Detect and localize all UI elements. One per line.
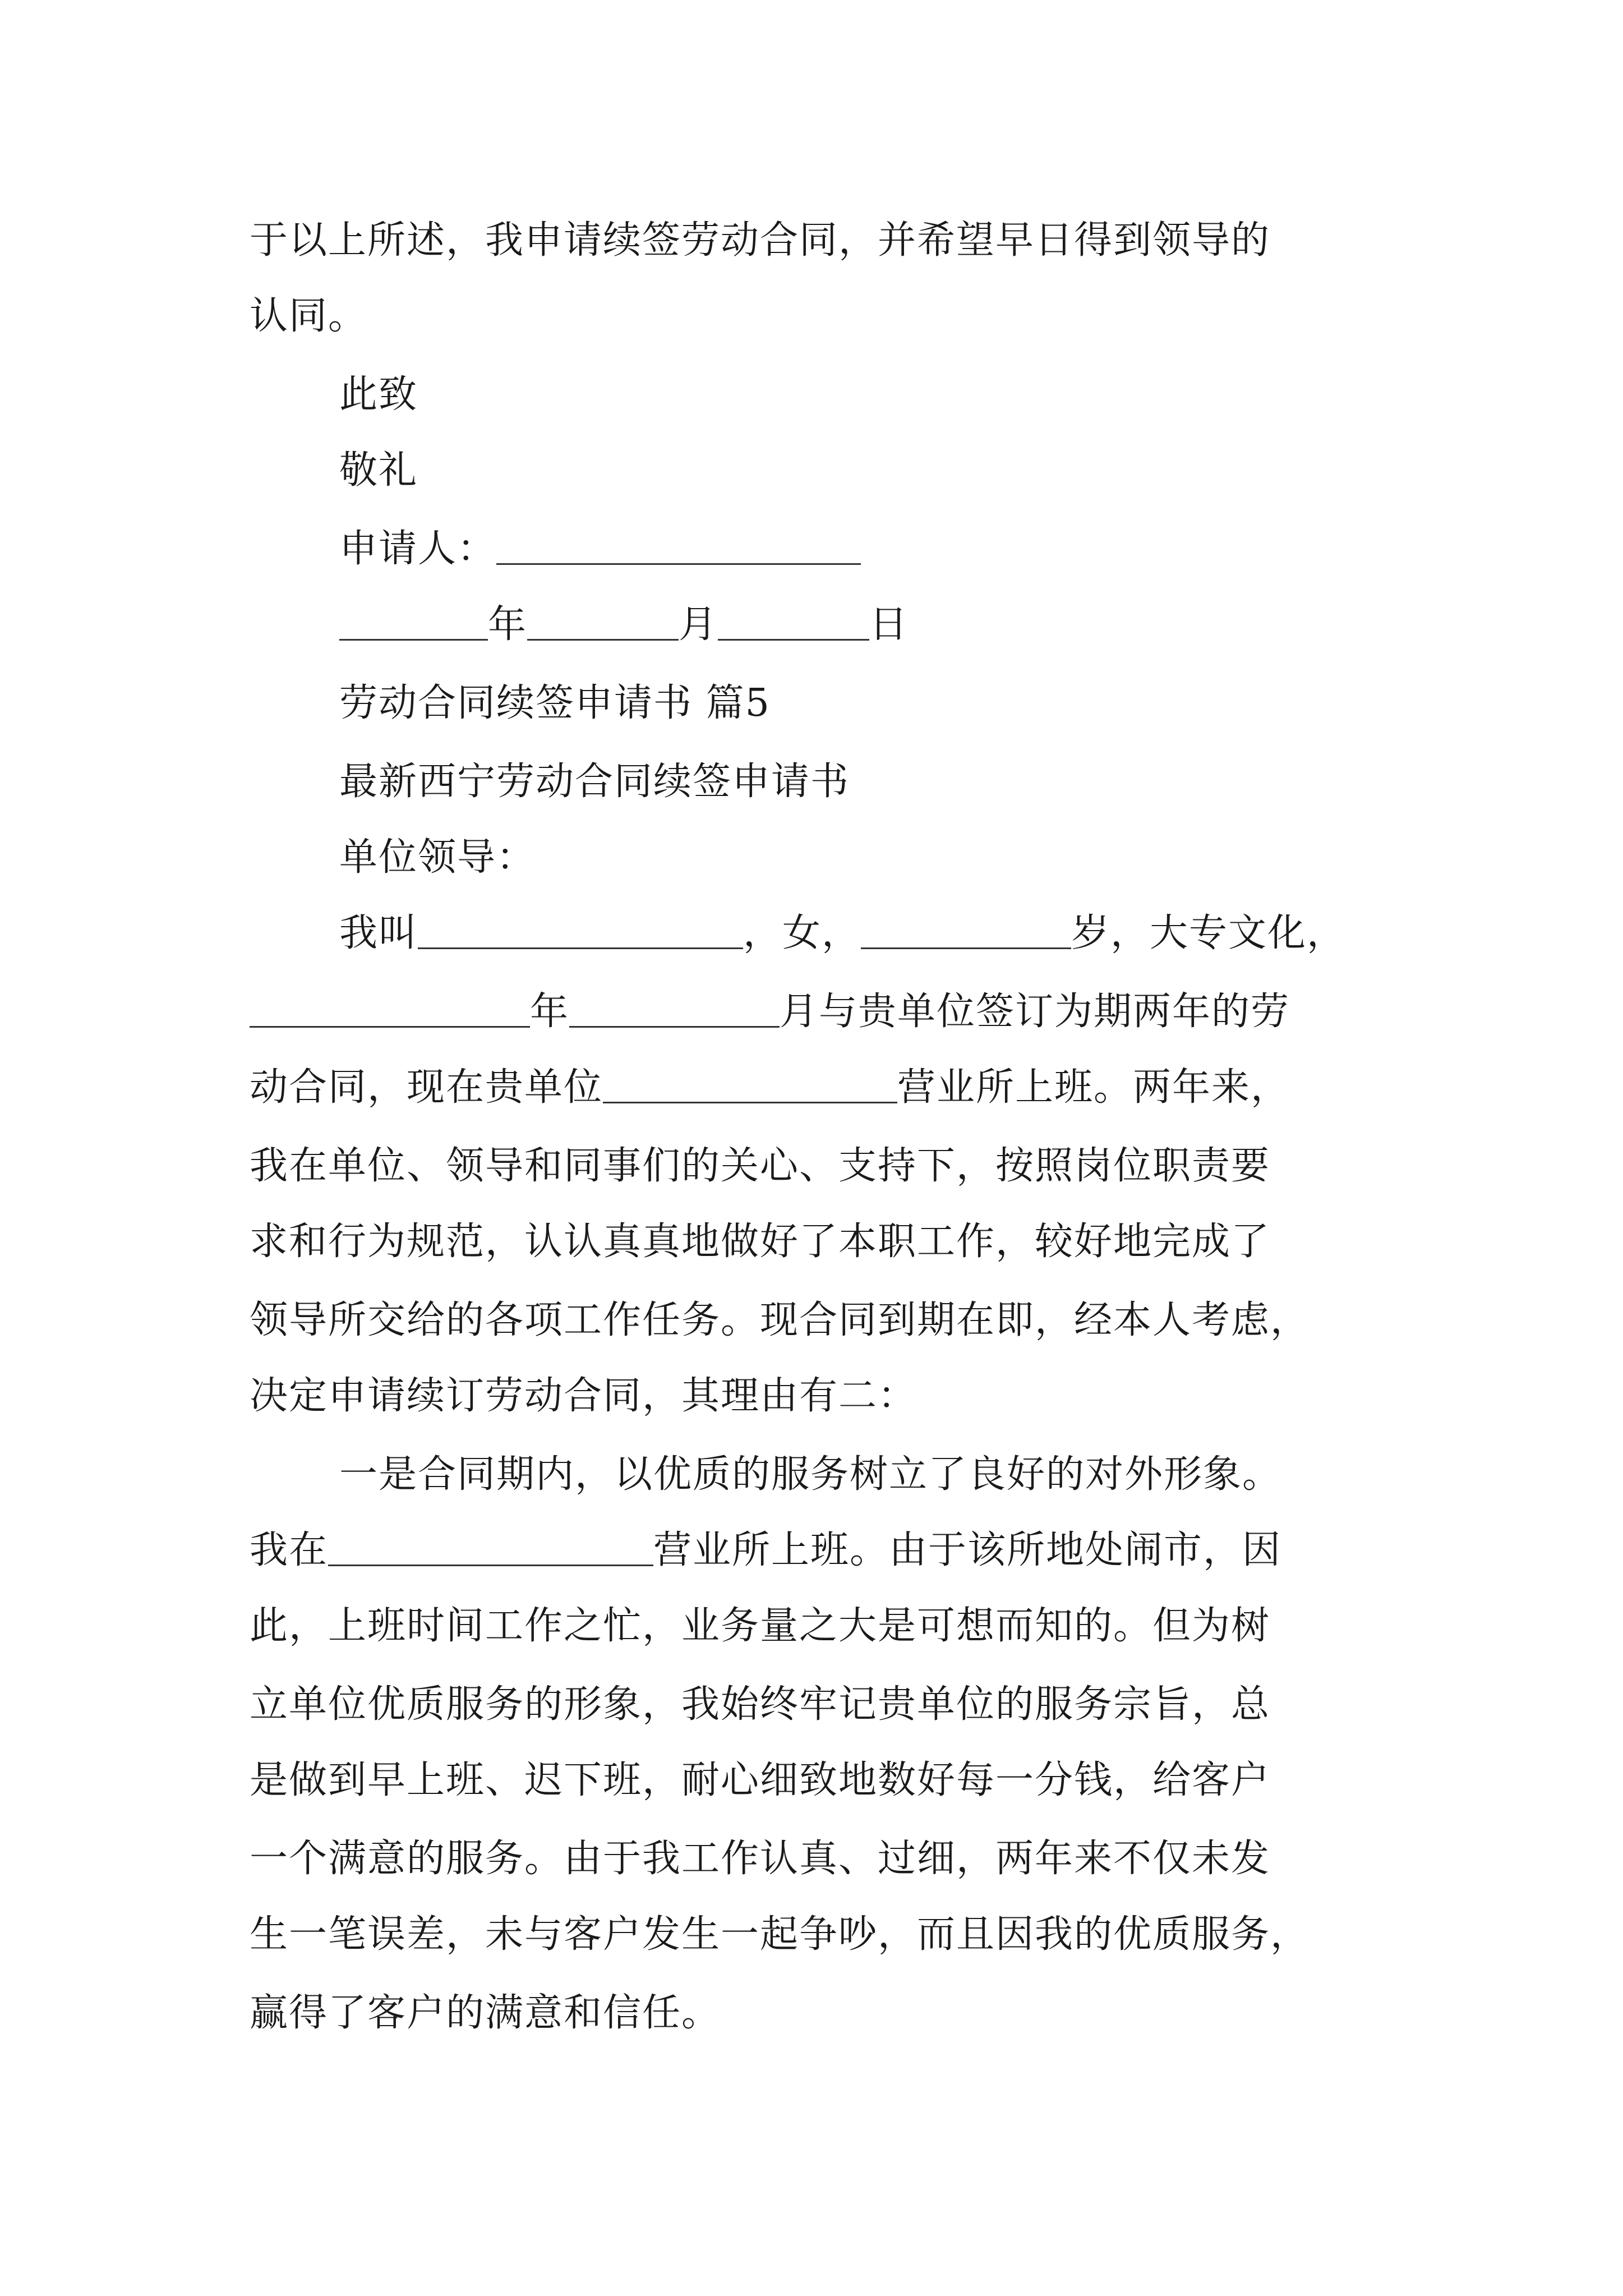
- text: ，女，: [743, 911, 861, 955]
- p1-line-2: [250, 990, 1290, 1034]
- text: 求和行为规范，认认真真地做好了本职工作，较好地完成了: [250, 1220, 1271, 1264]
- text: 领导所交给的各项工作任务。现合同到期在即，经本人考虑，: [250, 1298, 1310, 1342]
- text: 单位领导：: [339, 835, 536, 880]
- section-title: [339, 760, 850, 804]
- applicant-blank: [496, 531, 861, 565]
- p1-line-3: [250, 1065, 1290, 1110]
- text: 我叫: [339, 911, 418, 955]
- p1-line-6: [250, 1298, 1310, 1342]
- p1-line-5: [250, 1220, 1271, 1264]
- sign-year-blank: [250, 993, 530, 1028]
- date-line: [339, 602, 909, 647]
- text: 一个满意的服务。由于我工作认真、过细，两年来不仅未发: [250, 1837, 1271, 1881]
- text: 年: [530, 990, 570, 1034]
- text: 决定申请续订劳动合同，其理由有二：: [250, 1374, 917, 1418]
- year-blank: [339, 606, 488, 641]
- text: 一是合同期内，以优质的服务树立了良好的对外形象。: [339, 1452, 1282, 1497]
- section-heading: [339, 681, 771, 725]
- text: 认同。: [250, 294, 368, 338]
- p2-line-3: [250, 1604, 1271, 1648]
- text: 是做到早上班、迟下班，耐心细致地数好每一分钱，给客户: [250, 1758, 1271, 1802]
- text: 月与贵单位签订为期两年的劳: [780, 990, 1290, 1034]
- text: 最新西宁劳动合同续签申请书: [339, 760, 850, 804]
- text: 赢得了客户的满意和信任。: [250, 1991, 721, 2035]
- text: 此，上班时间工作之忙，业务量之大是可想而知的。但为树: [250, 1604, 1271, 1648]
- addressee: [339, 835, 536, 880]
- p2-line-7: [250, 1912, 1310, 1957]
- p1-line-7: [250, 1374, 917, 1418]
- day-blank: [718, 606, 869, 641]
- name-blank: [418, 915, 743, 949]
- applicant-line: [339, 527, 861, 571]
- text: 生一笔误差，未与客户发生一起争吵，而且因我的优质服务，: [250, 1912, 1310, 1957]
- p2-line-2: [250, 1528, 1282, 1572]
- salutation-line-2: [339, 448, 418, 493]
- text: 于以上所述，我申请续签劳动合同，并希望早日得到领导的: [250, 218, 1271, 263]
- age-blank: [861, 915, 1071, 949]
- month-blank: [527, 606, 679, 641]
- text: 立单位优质服务的形象，我始终牢记贵单位的服务宗旨，总: [250, 1682, 1271, 1727]
- text: 敬礼: [339, 448, 418, 493]
- branch-blank-2: [328, 1532, 653, 1566]
- p2-line-8: [250, 1991, 721, 2035]
- text: 营业所上班。由于该所地处闹市，因: [653, 1528, 1282, 1572]
- text: 我在单位、领导和同事们的关心、支持下，按照岗位职责要: [250, 1144, 1271, 1188]
- branch-blank: [603, 1069, 897, 1103]
- year-label: 年: [488, 602, 528, 647]
- text: 劳动合同续签申请书 篇5: [339, 681, 771, 725]
- p2-line-6: [250, 1837, 1271, 1881]
- intro-line-2: [250, 294, 368, 338]
- p2-line-5: [250, 1758, 1271, 1802]
- text: 我在: [250, 1528, 329, 1572]
- day-label: 日: [869, 602, 909, 647]
- p2-line-1: [339, 1452, 1282, 1497]
- intro-line-1: [250, 218, 1271, 263]
- text: 岁，大专文化，: [1071, 911, 1347, 955]
- p1-line-1: [339, 911, 1347, 955]
- salutation-line-1: [339, 372, 418, 417]
- text: 此致: [339, 372, 418, 417]
- p1-line-4: [250, 1144, 1271, 1188]
- applicant-label: 申请人：: [339, 527, 497, 571]
- month-label: 月: [679, 602, 718, 647]
- text: 动合同，现在贵单位: [250, 1065, 603, 1110]
- sign-month-blank: [569, 993, 780, 1028]
- text: 营业所上班。两年来，: [897, 1065, 1290, 1110]
- p2-line-4: [250, 1682, 1271, 1727]
